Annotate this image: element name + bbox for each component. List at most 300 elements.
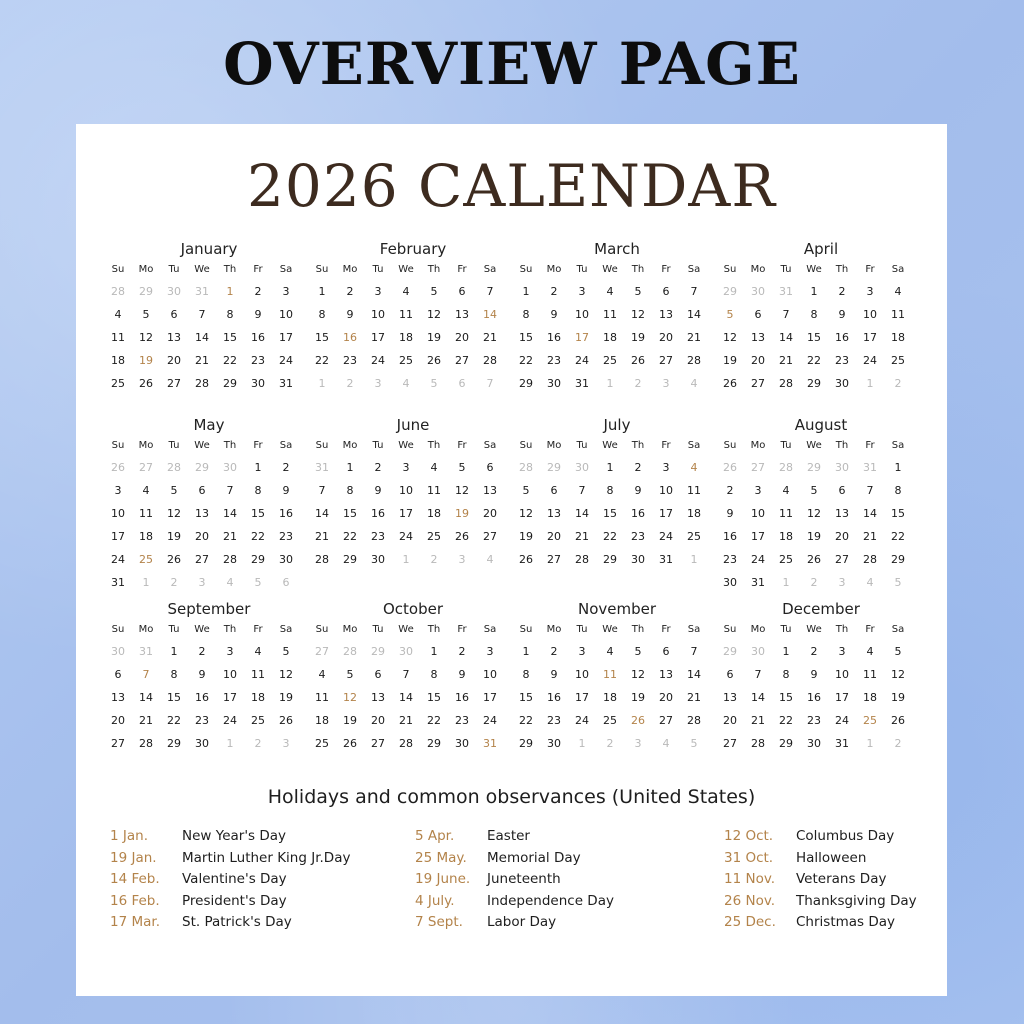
day-cell: 17 xyxy=(279,331,293,344)
holiday-day-cell: 16 xyxy=(343,331,357,344)
weekday-header: Su xyxy=(315,624,329,635)
holiday-day-cell: 7 xyxy=(142,668,150,681)
week-row xyxy=(512,663,716,686)
holiday-day-cell: 31 xyxy=(483,737,497,750)
day-cell: 10 xyxy=(575,308,589,321)
day-cell: 10 xyxy=(399,484,413,497)
day-cell: 9 xyxy=(374,484,382,497)
weekday-header: Sa xyxy=(891,440,905,451)
month-name: May xyxy=(193,416,225,434)
day-cell: 12 xyxy=(427,308,441,321)
weekday-header: Mo xyxy=(750,624,766,635)
weekday-header: Mo xyxy=(342,440,358,451)
holiday-item xyxy=(724,869,917,891)
day-cell: 20 xyxy=(195,530,209,543)
day-cell: 12 xyxy=(279,668,293,681)
day-cell: 18 xyxy=(139,530,153,543)
holiday-name: New Year's Day xyxy=(182,828,287,844)
weekday-header: Th xyxy=(835,440,849,451)
day-cell: 10 xyxy=(659,484,673,497)
day-cell: 7 xyxy=(402,668,410,681)
day-cell: 3 xyxy=(486,645,494,658)
day-cell: 23 xyxy=(631,530,645,543)
day-cell: 1 xyxy=(522,645,530,658)
day-cell: 29 xyxy=(519,377,533,390)
holiday-item xyxy=(110,891,350,913)
week-row xyxy=(104,456,308,479)
day-cell: 10 xyxy=(751,507,765,520)
day-cell: 1 xyxy=(810,285,818,298)
month-may xyxy=(104,414,308,598)
day-cell: 3 xyxy=(402,461,410,474)
adjacent-month-day-cell: 1 xyxy=(318,377,326,390)
day-cell: 10 xyxy=(835,668,849,681)
day-cell: 17 xyxy=(863,331,877,344)
week-row xyxy=(104,686,308,709)
adjacent-month-day-cell: 31 xyxy=(779,285,793,298)
day-cell: 4 xyxy=(606,285,614,298)
day-cell: 2 xyxy=(550,645,558,658)
weekday-header: Su xyxy=(111,264,125,275)
day-cell: 13 xyxy=(751,331,765,344)
holiday-name: Valentine's Day xyxy=(182,871,287,887)
month-january xyxy=(104,238,308,414)
adjacent-month-day-cell: 2 xyxy=(346,377,354,390)
day-cell: 16 xyxy=(835,331,849,344)
day-cell: 18 xyxy=(315,714,329,727)
day-cell: 29 xyxy=(343,553,357,566)
day-cell: 6 xyxy=(458,285,466,298)
day-cell: 18 xyxy=(427,507,441,520)
month-name: June xyxy=(396,416,430,434)
day-cell: 14 xyxy=(139,691,153,704)
day-cell: 28 xyxy=(575,553,589,566)
day-cell: 8 xyxy=(430,668,438,681)
adjacent-month-day-cell: 1 xyxy=(142,576,150,589)
weekday-header-row xyxy=(308,620,512,640)
day-cell: 5 xyxy=(522,484,530,497)
page-title: OVERVIEW PAGE xyxy=(223,30,801,98)
day-cell: 25 xyxy=(603,714,617,727)
holiday-name: Veterans Day xyxy=(796,871,887,887)
day-cell: 10 xyxy=(223,668,237,681)
day-cell: 14 xyxy=(575,507,589,520)
day-cell: 13 xyxy=(835,507,849,520)
day-cell: 17 xyxy=(835,691,849,704)
day-cell: 18 xyxy=(603,691,617,704)
week-row xyxy=(308,640,512,663)
day-cell: 7 xyxy=(318,484,326,497)
day-cell: 5 xyxy=(894,645,902,658)
day-cell: 16 xyxy=(371,507,385,520)
day-cell: 22 xyxy=(519,714,533,727)
weekday-header: Fr xyxy=(253,264,263,275)
day-cell: 22 xyxy=(891,530,905,543)
adjacent-month-day-cell: 30 xyxy=(399,645,413,658)
holidays-title: Holidays and common observances (United States) xyxy=(267,786,756,808)
holiday-item xyxy=(724,891,917,913)
day-cell: 20 xyxy=(167,354,181,367)
adjacent-month-day-cell: 30 xyxy=(167,285,181,298)
day-cell: 27 xyxy=(659,354,673,367)
day-cell: 5 xyxy=(634,285,642,298)
day-cell: 26 xyxy=(167,553,181,566)
adjacent-month-day-cell: 29 xyxy=(195,461,209,474)
day-cell: 28 xyxy=(687,714,701,727)
day-cell: 17 xyxy=(751,530,765,543)
day-cell: 6 xyxy=(486,461,494,474)
day-cell: 1 xyxy=(894,461,902,474)
week-row xyxy=(308,326,512,349)
day-cell: 22 xyxy=(603,530,617,543)
adjacent-month-day-cell: 30 xyxy=(575,461,589,474)
day-cell: 4 xyxy=(402,285,410,298)
adjacent-month-day-cell: 3 xyxy=(458,553,466,566)
weekday-header: Su xyxy=(723,624,737,635)
day-cell: 21 xyxy=(195,354,209,367)
day-cell: 6 xyxy=(754,308,762,321)
day-cell: 28 xyxy=(399,737,413,750)
week-row xyxy=(104,548,308,571)
weekday-header: Mo xyxy=(750,440,766,451)
holiday-item xyxy=(724,826,917,848)
week-row xyxy=(308,663,512,686)
day-cell: 12 xyxy=(631,668,645,681)
day-cell: 5 xyxy=(142,308,150,321)
day-cell: 13 xyxy=(371,691,385,704)
day-cell: 23 xyxy=(455,714,469,727)
weekday-header: Tu xyxy=(576,624,588,635)
day-cell: 13 xyxy=(167,331,181,344)
holiday-day-cell: 14 xyxy=(483,308,497,321)
day-cell: 6 xyxy=(838,484,846,497)
weekday-header: We xyxy=(806,624,822,635)
adjacent-month-day-cell: 29 xyxy=(723,645,737,658)
day-cell: 27 xyxy=(659,714,673,727)
day-cell: 14 xyxy=(315,507,329,520)
day-cell: 23 xyxy=(723,553,737,566)
month-june xyxy=(308,414,512,598)
day-cell: 14 xyxy=(863,507,877,520)
weekday-header: We xyxy=(602,440,618,451)
week-row xyxy=(104,349,308,372)
week-row xyxy=(104,525,308,548)
day-cell: 3 xyxy=(662,461,670,474)
week-row xyxy=(512,686,716,709)
holiday-column xyxy=(415,826,614,934)
day-cell: 22 xyxy=(427,714,441,727)
day-cell: 1 xyxy=(522,285,530,298)
day-cell: 30 xyxy=(723,576,737,589)
day-cell: 12 xyxy=(455,484,469,497)
adjacent-month-day-cell: 29 xyxy=(139,285,153,298)
day-cell: 16 xyxy=(547,691,561,704)
day-cell: 26 xyxy=(279,714,293,727)
day-cell: 15 xyxy=(251,507,265,520)
holiday-day-cell: 19 xyxy=(455,507,469,520)
day-cell: 10 xyxy=(111,507,125,520)
day-cell: 15 xyxy=(519,331,533,344)
day-cell: 29 xyxy=(519,737,533,750)
day-cell: 28 xyxy=(863,553,877,566)
adjacent-month-day-cell: 7 xyxy=(486,377,494,390)
day-cell: 2 xyxy=(726,484,734,497)
day-cell: 31 xyxy=(751,576,765,589)
day-cell: 27 xyxy=(751,377,765,390)
holiday-name: St. Patrick's Day xyxy=(182,914,292,930)
holiday-item xyxy=(724,848,917,870)
day-cell: 2 xyxy=(346,285,354,298)
adjacent-month-day-cell: 28 xyxy=(779,461,793,474)
day-cell: 17 xyxy=(659,507,673,520)
weekday-header: Mo xyxy=(138,440,154,451)
weekday-header: We xyxy=(194,440,210,451)
day-cell: 11 xyxy=(139,507,153,520)
holiday-item xyxy=(724,912,917,934)
adjacent-month-day-cell: 2 xyxy=(254,737,262,750)
day-cell: 18 xyxy=(863,691,877,704)
month-name: November xyxy=(577,600,657,618)
day-cell: 17 xyxy=(223,691,237,704)
day-cell: 11 xyxy=(891,308,905,321)
day-cell: 22 xyxy=(779,714,793,727)
day-cell: 13 xyxy=(111,691,125,704)
holiday-day-cell: 1 xyxy=(226,285,234,298)
day-cell: 11 xyxy=(315,691,329,704)
day-cell: 11 xyxy=(687,484,701,497)
day-cell: 3 xyxy=(866,285,874,298)
day-cell: 4 xyxy=(782,484,790,497)
day-cell: 7 xyxy=(782,308,790,321)
adjacent-month-day-cell: 4 xyxy=(866,576,874,589)
adjacent-month-day-cell: 5 xyxy=(690,737,698,750)
day-cell: 8 xyxy=(170,668,178,681)
day-cell: 5 xyxy=(458,461,466,474)
month-march xyxy=(512,238,716,414)
weekday-header: Sa xyxy=(279,264,293,275)
day-cell: 8 xyxy=(522,668,530,681)
week-row xyxy=(512,303,716,326)
day-cell: 21 xyxy=(399,714,413,727)
day-cell: 24 xyxy=(111,553,125,566)
day-cell: 9 xyxy=(282,484,290,497)
weekday-header: Fr xyxy=(661,624,671,635)
weekday-header: Mo xyxy=(342,264,358,275)
day-cell: 23 xyxy=(835,354,849,367)
day-cell: 15 xyxy=(603,507,617,520)
day-cell: 31 xyxy=(279,377,293,390)
holiday-name: Labor Day xyxy=(487,914,557,930)
holiday-day-cell: 25 xyxy=(139,553,153,566)
day-cell: 27 xyxy=(167,377,181,390)
day-cell: 20 xyxy=(751,354,765,367)
day-cell: 4 xyxy=(606,645,614,658)
day-cell: 10 xyxy=(575,668,589,681)
day-cell: 15 xyxy=(315,331,329,344)
day-cell: 4 xyxy=(430,461,438,474)
day-cell: 2 xyxy=(254,285,262,298)
day-cell: 29 xyxy=(603,553,617,566)
week-row xyxy=(716,456,920,479)
adjacent-month-day-cell: 4 xyxy=(402,377,410,390)
weekday-header: Mo xyxy=(138,624,154,635)
adjacent-month-day-cell: 3 xyxy=(838,576,846,589)
weekday-header: Tu xyxy=(168,264,180,275)
week-row xyxy=(716,571,920,594)
weekday-header: Mo xyxy=(546,624,562,635)
day-cell: 1 xyxy=(346,461,354,474)
day-cell: 2 xyxy=(282,461,290,474)
month-october xyxy=(308,598,512,758)
day-cell: 30 xyxy=(547,737,561,750)
day-cell: 4 xyxy=(254,645,262,658)
day-cell: 26 xyxy=(519,553,533,566)
day-cell: 24 xyxy=(371,354,385,367)
weekday-header-row xyxy=(512,436,716,456)
day-cell: 24 xyxy=(835,714,849,727)
weekday-header-row xyxy=(308,260,512,280)
day-cell: 13 xyxy=(723,691,737,704)
holiday-date: 16 Feb. xyxy=(110,892,160,909)
day-cell: 28 xyxy=(315,553,329,566)
day-cell: 16 xyxy=(251,331,265,344)
day-cell: 30 xyxy=(547,377,561,390)
holiday-item xyxy=(415,826,614,848)
weekday-header: Th xyxy=(427,264,441,275)
day-cell: 18 xyxy=(891,331,905,344)
week-row xyxy=(308,349,512,372)
day-cell: 9 xyxy=(198,668,206,681)
holiday-name: Memorial Day xyxy=(487,849,581,866)
weekday-header: Su xyxy=(111,624,125,635)
day-cell: 22 xyxy=(807,354,821,367)
weekday-header: Mo xyxy=(750,264,766,275)
weekday-header: Th xyxy=(631,440,645,451)
day-cell: 9 xyxy=(458,668,466,681)
week-row xyxy=(308,303,512,326)
weekday-header: Su xyxy=(519,440,533,451)
week-row xyxy=(308,709,512,732)
day-cell: 25 xyxy=(891,354,905,367)
day-cell: 21 xyxy=(223,530,237,543)
adjacent-month-day-cell: 27 xyxy=(315,645,329,658)
week-row xyxy=(716,326,920,349)
day-cell: 12 xyxy=(139,331,153,344)
week-row xyxy=(716,732,920,755)
day-cell: 11 xyxy=(111,331,125,344)
day-cell: 23 xyxy=(547,714,561,727)
day-cell: 21 xyxy=(751,714,765,727)
month-name: September xyxy=(167,600,251,618)
day-cell: 30 xyxy=(251,377,265,390)
adjacent-month-day-cell: 2 xyxy=(634,377,642,390)
month-april xyxy=(716,238,920,414)
day-cell: 30 xyxy=(195,737,209,750)
adjacent-month-day-cell: 1 xyxy=(866,737,874,750)
month-name: December xyxy=(782,600,860,618)
day-cell: 11 xyxy=(779,507,793,520)
day-cell: 12 xyxy=(807,507,821,520)
holiday-date: 25 May. xyxy=(415,849,467,866)
month-name: April xyxy=(803,240,839,258)
adjacent-month-day-cell: 2 xyxy=(810,576,818,589)
day-cell: 28 xyxy=(195,377,209,390)
day-cell: 25 xyxy=(399,354,413,367)
day-cell: 16 xyxy=(195,691,209,704)
day-cell: 1 xyxy=(318,285,326,298)
day-cell: 25 xyxy=(315,737,329,750)
holiday-name: Independence Day xyxy=(487,892,614,909)
day-cell: 29 xyxy=(891,553,905,566)
holiday-day-cell: 11 xyxy=(603,668,617,681)
day-cell: 20 xyxy=(483,507,497,520)
day-cell: 10 xyxy=(371,308,385,321)
day-cell: 18 xyxy=(603,331,617,344)
day-cell: 18 xyxy=(251,691,265,704)
weekday-header-row xyxy=(716,260,920,280)
day-cell: 2 xyxy=(634,461,642,474)
day-cell: 11 xyxy=(251,668,265,681)
day-cell: 29 xyxy=(167,737,181,750)
adjacent-month-day-cell: 1 xyxy=(866,377,874,390)
week-row xyxy=(104,640,308,663)
holiday-item xyxy=(110,869,350,891)
day-cell: 3 xyxy=(226,645,234,658)
adjacent-month-day-cell: 2 xyxy=(430,553,438,566)
day-cell: 8 xyxy=(346,484,354,497)
week-row xyxy=(308,732,512,755)
day-cell: 2 xyxy=(374,461,382,474)
day-cell: 20 xyxy=(371,714,385,727)
day-cell: 25 xyxy=(111,377,125,390)
day-cell: 26 xyxy=(343,737,357,750)
day-cell: 8 xyxy=(522,308,530,321)
day-cell: 4 xyxy=(318,668,326,681)
holiday-date: 19 Jan. xyxy=(110,849,157,866)
week-row xyxy=(512,280,716,303)
week-row xyxy=(308,502,512,525)
holiday-item xyxy=(110,848,350,870)
day-cell: 29 xyxy=(779,737,793,750)
day-cell: 30 xyxy=(807,737,821,750)
weekday-header: Fr xyxy=(661,440,671,451)
month-november xyxy=(512,598,716,758)
week-row xyxy=(104,280,308,303)
day-cell: 20 xyxy=(835,530,849,543)
day-cell: 7 xyxy=(198,308,206,321)
week-row xyxy=(512,479,716,502)
week-row xyxy=(716,372,920,395)
day-cell: 25 xyxy=(779,553,793,566)
adjacent-month-day-cell: 1 xyxy=(226,737,234,750)
day-cell: 8 xyxy=(606,484,614,497)
day-cell: 27 xyxy=(547,553,561,566)
day-cell: 26 xyxy=(139,377,153,390)
day-cell: 22 xyxy=(251,530,265,543)
adjacent-month-day-cell: 27 xyxy=(751,461,765,474)
day-cell: 21 xyxy=(687,691,701,704)
adjacent-month-day-cell: 2 xyxy=(894,737,902,750)
weekday-header: Sa xyxy=(687,264,701,275)
adjacent-month-day-cell: 1 xyxy=(782,576,790,589)
day-cell: 14 xyxy=(687,668,701,681)
adjacent-month-day-cell: 4 xyxy=(486,553,494,566)
weekday-header: We xyxy=(398,624,414,635)
week-row xyxy=(308,686,512,709)
day-cell: 27 xyxy=(723,737,737,750)
day-cell: 28 xyxy=(483,354,497,367)
day-cell: 21 xyxy=(315,530,329,543)
